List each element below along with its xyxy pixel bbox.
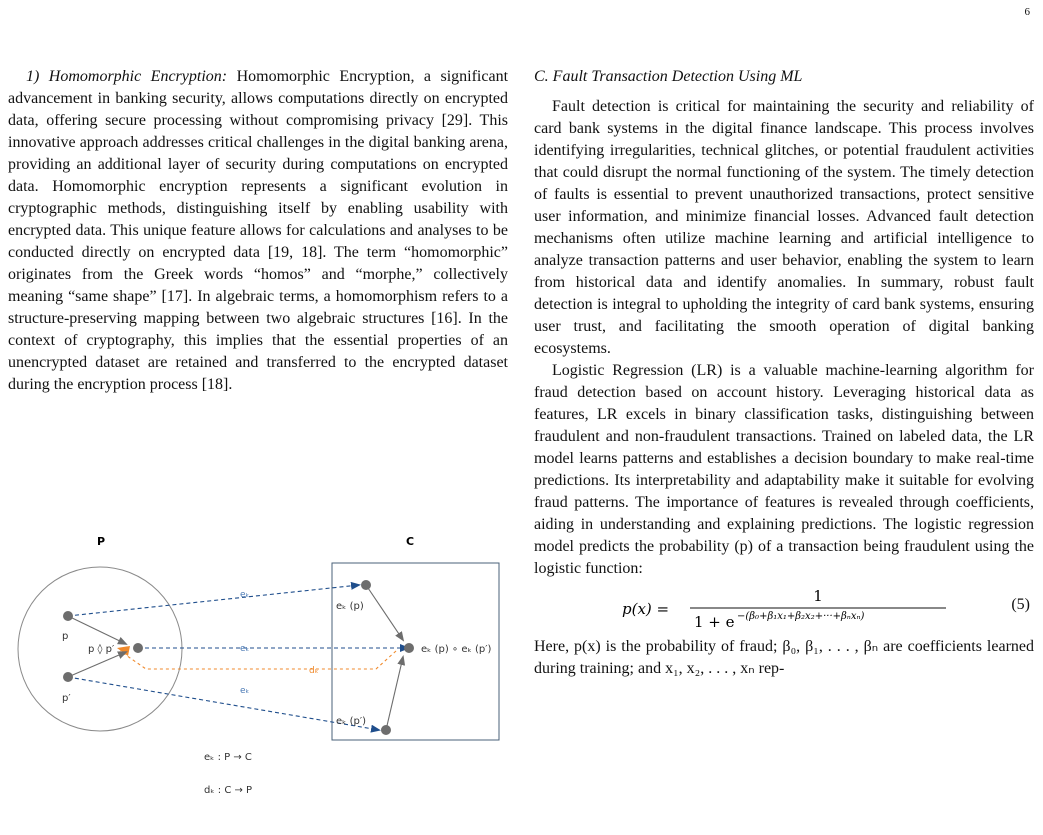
map-p-line — [68, 585, 359, 616]
combine-arrow-ekp — [366, 585, 403, 640]
label-ek-combined: eₖ (p) ∘ eₖ (p′) — [421, 644, 492, 655]
label-ek-bot: eₖ — [240, 686, 250, 696]
homomorphism-diagram — [14, 525, 514, 825]
section-title: C. Fault Transaction Detection Using ML — [534, 68, 803, 85]
label-p-op: p ◊ p′ — [88, 644, 115, 655]
equation-denominator-base: 1 + e — [694, 613, 735, 631]
subsection-heading: 1) Homomorphic Encryption: — [26, 68, 228, 85]
node-ek-pp — [381, 725, 391, 735]
equation-label: (5) — [1011, 596, 1030, 613]
equation-explanation: Here, p(x) is the probability of fraud; β₀, β₁, . . . , βₙ are coefficients learned during training; and x₁, x₂, . . . , xₙ rep- — [534, 638, 1034, 677]
page-number: 6 — [1024, 6, 1030, 18]
map-d-definition: dₖ : C → P — [204, 785, 253, 796]
label-ek-top: eₖ — [240, 590, 250, 600]
label-p: p — [62, 631, 69, 642]
node-p-prime — [63, 672, 73, 682]
combine-arrow-pp — [68, 652, 126, 677]
decrypt-path — [120, 651, 396, 669]
node-ek-combined — [404, 643, 414, 653]
label-ek-mid: eₖ — [240, 644, 250, 654]
logistic-regression-paragraph: Logistic Regression (LR) is a valuable machine-learning algorithm for fraud detection based on account history. Leveraging historical data as features, LR excels in binary classification tasks, distinguishing between fraudulent and non-fraudulent transactions. Trained on labeled data, the LR model learns patterns and establishes a decision boundary to make real-time predictions. Its interpretability and adaptability make it suitable for evolving fraud patterns. The importance of features is revealed through coefficients, aiding in understanding and explaining predictions. The logistic regression model predicts the probability (p) of a transaction being fraudulent using the logistic function: — [534, 362, 1034, 577]
paragraph-body: Homomorphic Encryption, a significant advancement in banking security, allows computations directly on encrypted data, offering secure processing without compromising privacy [29]. This innovative approach addresses critical challenges in the digital banking arena, providing an additional layer of security during computations on encrypted data. Homomorphic encryption represents a significant evolution in cryptographic methods, distinguishing itself by enabling usability with encrypted data. This unique feature allows for calculations and analyses to be conducted directly on encrypted data [19, 18]. The term “homomorphic” originates from the Greek words “homos” and “morphe,” collectively meaning “same shape” [17]. In algebraic terms, a homomorphism refers to a structure-preserving mapping between two algebraic structures [16]. In the context of cryptography, this implies that the essential properties of an unencrypted dataset are retained and transferred to the encrypted dataset during the encryption process [18]. — [8, 68, 509, 393]
equation-body — [606, 586, 966, 632]
equation-numerator: 1 — [813, 587, 823, 605]
fault-detection-paragraph: Fault detection is critical for maintaining the security and reliability of card bank systems in the digital finance landscape. This process involves identifying irregularities, technical glitches, or potential fraudulent activities that could disrupt the normal functioning of the system. The timely detection of faults is essential to prevent unauthorized transactions, protect sensitive user information, and minimize financial losses. Advanced fault detection mechanisms often utilize machine learning and artificial intelligence to analyze transaction patterns and user behavior, enabling the system to learn from historical data and identify anomalies. In summary, robust fault detection is integral to upholding the integrity of card bank systems, ensuring user trust, and facilitating the smooth operation of digital banking ecosystems. — [534, 98, 1034, 357]
node-p — [63, 611, 73, 621]
equation-lhs: p(x) = — [622, 600, 670, 618]
label-ek-p: eₖ (p) — [336, 601, 364, 612]
left-column — [8, 66, 508, 396]
label-ek-pp: eₖ (p′) — [336, 716, 367, 727]
combine-arrow-ekpp — [386, 657, 403, 730]
map-e-definition: eₖ : P → C — [204, 752, 252, 763]
label-p-prime: p′ — [62, 693, 71, 704]
set-c-label: C — [405, 535, 415, 548]
equation-denominator-exponent: −(β₀+β₁x₁+β₂x₂+···+βₙxₙ) — [737, 611, 865, 622]
homomorphism-figure — [14, 525, 514, 825]
node-p-op — [133, 643, 143, 653]
set-p-label: P — [96, 535, 106, 548]
right-column — [534, 66, 1034, 680]
label-dk: dₖ — [309, 666, 319, 676]
equation-5 — [534, 586, 1034, 632]
node-ek-p — [361, 580, 371, 590]
homomorphic-encryption-paragraph — [8, 66, 508, 396]
combine-arrow-p — [68, 616, 126, 644]
